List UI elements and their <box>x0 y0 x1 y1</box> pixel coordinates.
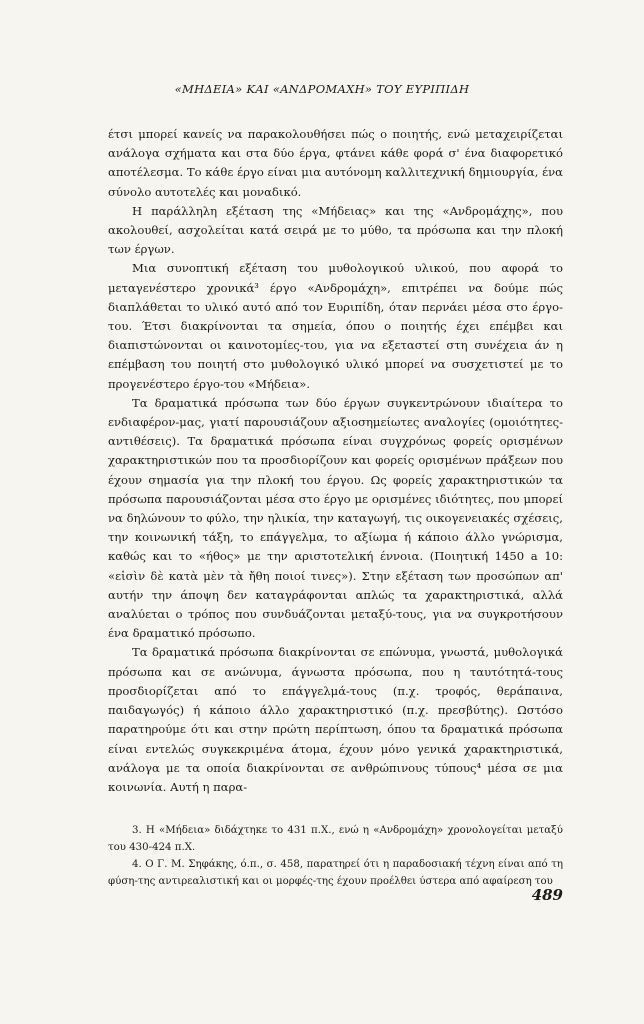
paragraph: Τα δραματικά πρόσωπα διακρίνονται σε επώνυμα, γνωστά, μυθολογικά πρόσωπα και σε ανώνυμα, άγνωστα πρόσωπα, που η ταυτότητά-τους προσδιορίζεται από το επάγγελμά-τους (π.χ. τροφός, θεράπαινα, παιδαγωγός) ή κάποιο άλλο χαρακτηριστικό (π.χ. πρεσβύτης). Ωστόσο παρατηρούμε ότι και στην πρώτη περίπτωση, όπου τα δραματικά πρόσωπα είναι εντελώς συγκεκριμένα άτομα, έχουν μόνο γενικά χαρακτηριστικά, ανάλογα με τα οποία διακρίνονται σε ανθρώπινους τύπους⁴ μέσα σε μια κοινωνία. Αυτή η παρα- <box>108 645 563 794</box>
page-number: 489 <box>531 886 563 904</box>
paragraph: Η παράλληλη εξέταση της «Μήδειας» και της «Ανδρομάχης», που ακολουθεί, ασχολείται κατά σειρά με το μύθο, τα πρόσωπα και την πλοκή των έργων. <box>108 203 563 257</box>
paragraph: Μια συνοπτική εξέταση του μυθολογικού υλικού, που αφορά το μεταγενέστερο χρονικά³ έργο «Ανδρομάχη», επιτρέπει να δούμε πώς διαπλάθεται το υλικό αυτό από τον Ευριπίδη, όταν περνάει μέσα στο έργο-του. Έτσι διακρίνονται τα σημεία, όπου ο ποιητής έχει επέμβει και διαπιστώνονται οι καινοτομίες-του, για να εξεταστεί στη συνέχεια άν η επέμβαση του ποιητή στο μυθολογικό υλικό μπορεί να συσχετιστεί με το προγενέστερο έργο-του «Μήδεια». <box>108 261 563 391</box>
paragraph: έτσι μπορεί κανείς να παρακολουθήσει πώς ο ποιητής, ενώ μεταχειρίζεται ανάλογα σχήματα και στα δύο έργα, φτάνει κάθε φορά σ' ένα διαφορετικό αποτέλεσμα. Το κάθε έργο είναι μια αυτόνομη καλλιτεχνική δημιουργία, ένα σύνολο αυτοτελές και μοναδικό. <box>108 127 563 199</box>
footnotes <box>108 822 563 890</box>
body-text <box>108 125 563 797</box>
footnote: 4. Ο Γ. Μ. Σηφάκης, ό.π., σ. 458, παρατηρεί ότι η παραδοσιακή τέχνη είναι από τη φύση-της αντιρεαλιστική και οι μορφές-της έχουν προέλθει ύστερα από αφαίρεση του <box>108 859 563 887</box>
paragraph: Τα δραματικά πρόσωπα των δύο έργων συγκεντρώνουν ιδιαίτερα το ενδιαφέρον-μας, γιατί παρουσιάζουν αξιοσημείωτες αναλογίες (ομοιότητες-αντιθέσεις). Τα δραματικά πρόσωπα είναι συγχρόνως φορείς ορισμένων χαρακτηριστικών που τα προσδιορίζουν και φορείς ορισμένων πράξεων που έχουν σημασία για την πλοκή του έργου. Ως φορείς χαρακτηριστικών τα πρόσωπα παρουσιάζονται μέσα στο έργο με ορισμένες ιδιότητες, που μπορεί να δηλώνουν το φύλο, την ηλικία, την καταγωγή, τις οικογενειακές σχέσεις, την κοινωνική τάξη, το επάγγελμα, το αξίωμα ή κάποιο άλλο γνώρισμα, καθώς και το «ήθος» με την αριστοτελική έννοια. (Ποιητική 1450 a 10: «εἰσὶν δὲ κατὰ μὲν τὰ ἤθη ποιοί τινες»). Στην εξέταση των προσώπων απ' αυτήν την άποψη δεν καταγράφονται απλώς τα χαρακτηριστικά, αλλά αναλύεται ο τρόπος που συνδυάζονται μεταξύ-τους, για να συγκροτήσουν ένα δραματικό πρόσωπο. <box>108 395 563 641</box>
running-head: «ΜΗΔΕΙΑ» ΚΑΙ «ΑΝΔΡΟΜΑΧΗ» ΤΟΥ ΕΥΡΙΠΙΔΗ <box>174 82 470 96</box>
footnote: 3. Η «Μήδεια» διδάχτηκε το 431 π.Χ., ενώ η «Ανδρομάχη» χρονολογείται μεταξύ του 430-424 π.Χ. <box>108 825 563 853</box>
